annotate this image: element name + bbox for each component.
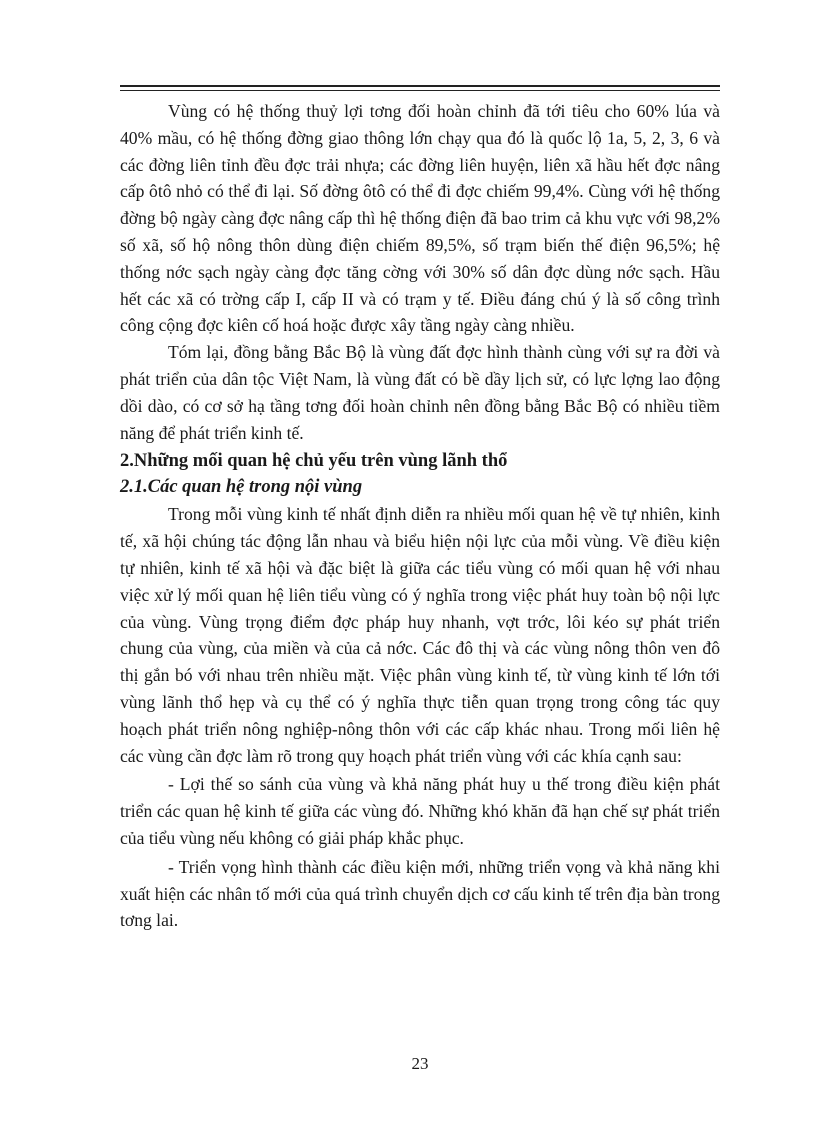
list-item-development-prospects: - Triển vọng hình thành các điều kiện mới, những triển vọng và khả năng khi xuất hiện các nhân tố mới của quá trình chuyển dịch cơ cấu kinh tế trên địa bàn trong tơng lai. <box>120 856 720 931</box>
paragraph-infrastructure: Vùng có hệ thống thuỷ lợi tơng đối hoàn chỉnh đã tới tiêu cho 60% lúa và 40% mầu, có hệ thống đờng giao thông lớn chạy qua đó là quốc lộ 1a, 5, 2, 3, 6 và các đờng liên tỉnh đều đợc trải nhựa; các đờng liên huyện, liên xã hầu hết đợc nâng cấp ôtô nhỏ có thể đi lại. Số đờng ôtô có thể đi đợc chiếm 99,4%. Cùng với hệ thống đờng bộ ngày càng đợc nâng cấp thì hệ thống điện đã bao trim cả khu vực với 98,2% số xã, số hộ nông thôn dùng điện chiếm 89,5%, số trạm biến thế điện 96,5%; hệ thống nớc sạch ngày càng đợc tăng cờng với 30% số dân đợc dùng nớc sạch. Hầu hết các xã có trờng cấp I, cấp II và có trạm y tế. Điều đáng chú ý là số công trình công cộng đợc kiên cố hoá hoặc được xây tầng ngày càng nhiều. <box>120 101 720 336</box>
subsection-heading: 2.1.Các quan hệ trong nội vùng <box>120 477 363 498</box>
page-body <box>120 98 720 934</box>
paragraph-summary: Tóm lại, đồng bằng Bắc Bộ là vùng đất đợc hình thành cùng với sự ra đời và phát triển của dân tộc Việt Nam, là vùng đất có bề dầy lịch sử, có lực lợng lao động dồi dào, có cơ sở hạ tầng tơng đối hoàn chỉnh nên đồng bằng Bắc Bộ có nhiều tiềm năng để phát triển kinh tế. <box>120 342 720 443</box>
header-rule-thick <box>120 85 720 87</box>
section-heading: 2.Những mối quan hệ chủ yếu trên vùng lãnh thổ <box>120 451 508 472</box>
header-rule-thin <box>120 90 720 91</box>
page-number: 23 <box>411 1054 429 1073</box>
paragraph-regional-relations: Trong mỗi vùng kinh tế nhất định diễn ra nhiều mối quan hệ về tự nhiên, kinh tế, xã hội chúng tác động lẫn nhau và biểu hiện nội lực của mỗi vùng. Về điều kiện tự nhiên, kinh tế xã hội và đặc biệt là giữa các tiểu vùng có mối quan hệ với nhau việc xử lý mối quan hệ liên tiểu vùng có ý nghĩa trong việc phát huy toàn bộ nội lực của vùng. Vùng trọng điểm đợc pháp huy nhanh, vợt trớc, lôi kéo sự phát triển chung của vùng, của miền và của cả nớc. Các đô thị và các vùng nông thôn ven đô thị gắn bó với nhau trên nhiều mặt. Việc phân vùng kinh tế, từ vùng kinh tế lớn tới vùng lãnh thổ hẹp và cụ thể có ý nghĩa thực tiễn quan trọng trong công tác quy hoạch phát triển nông nghiệp-nông thôn với các cấp khác nhau. Trong mối liên hệ các vùng cần đợc làm rõ trong quy hoạch phát triển vùng với các khía cạnh sau: <box>120 504 720 766</box>
list-item-comparative-advantage: - Lợi thế so sánh của vùng và khả năng phát huy u thế trong điều kiện phát triển các quan hệ kinh tế giữa các vùng đó. Những khó khăn đã hạn chế sự phát triển của tiểu vùng nếu không có giải pháp khắc phục. <box>120 774 720 848</box>
